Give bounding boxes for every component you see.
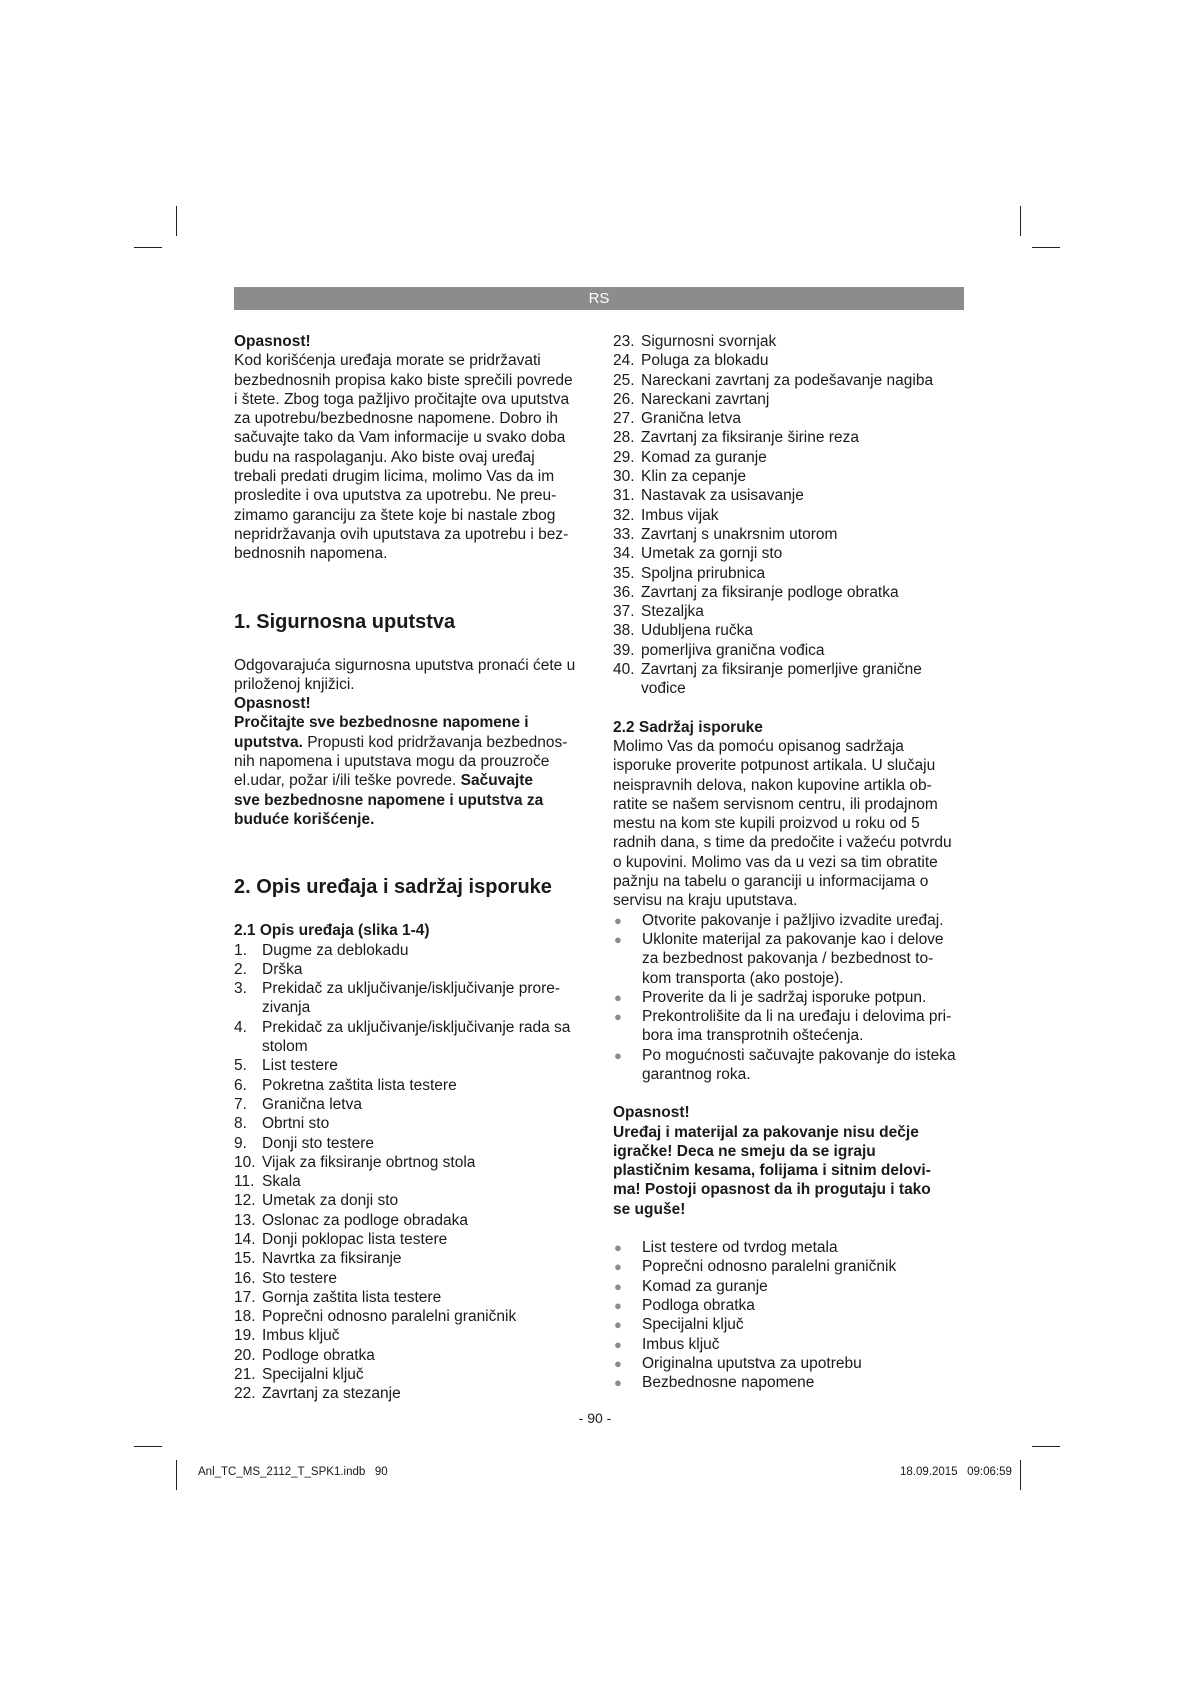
list-item: 10. Vijak za fiksiranje obrtnog stola — [234, 1153, 476, 1171]
warning-text — [613, 1123, 965, 1219]
list-item: ● Podloga obratka — [614, 1296, 755, 1314]
list-item: 35. Spoljna prirubnica — [613, 564, 766, 582]
text-span: el.udar, požar i/ili teške povrede. — [234, 772, 461, 790]
bullet-icon: ● — [614, 1009, 622, 1025]
crop-mark — [134, 1446, 162, 1447]
list-item: ● Prekontrolišite da li na uređaju i delovima pri- bora ima transprotnih oštećenja. — [614, 1008, 952, 1045]
list-item: 18. Poprečni odnosno paralelni graničnik — [234, 1308, 517, 1326]
list-item: 31. Nastavak za usisavanje — [613, 487, 804, 505]
bullet-icon: ● — [614, 989, 622, 1005]
language-header-bar — [234, 287, 964, 310]
list-item: 25. Nareckani zavrtanj za podešavanje nagiba — [613, 371, 934, 389]
bullet-icon: ● — [614, 1355, 622, 1371]
list-item: 24. Poluga za blokadu — [613, 352, 769, 370]
crop-mark — [176, 206, 177, 236]
list-item: 30. Klin za cepanje — [613, 468, 747, 486]
crop-mark — [176, 1460, 177, 1490]
bullet-icon: ● — [614, 1047, 622, 1063]
footer-filename: Anl_TC_MS_2112_T_SPK1.indb 90 — [198, 1466, 388, 1478]
text-line: bezbednosnih propisa kako biste sprečili povrede — [234, 371, 573, 389]
text-line: priloženoj knjižici. — [234, 675, 355, 693]
list-item: ● Po mogućnosti sačuvajte pakovanje do isteka garantnog roka. — [614, 1046, 956, 1083]
text-line: neispravnih delova, nakon kupovine artikla ob- — [613, 776, 932, 794]
text-span: Propusti kod pridržavanja bezbednos- — [302, 733, 568, 751]
page-number: - 90 - — [578, 1410, 612, 1426]
section-2-heading: 2. Opis uređaja i sadržaj isporuke — [234, 876, 552, 899]
list-item: 34. Umetak za gornji sto — [613, 545, 783, 563]
bullet-icon: ● — [614, 1240, 622, 1256]
list-item: ● Poprečni odnosno paralelni graničnik — [614, 1258, 897, 1276]
text-line: sve bezbednosne napomene i uputstva za — [234, 791, 544, 809]
language-code: RS — [588, 290, 610, 307]
footer-datetime: 18.09.2015 09:06:59 — [900, 1466, 1012, 1478]
text-line: trebali predati drugim licima, molimo Vas da im — [234, 468, 555, 486]
list-item: 36. Zavrtanj za fiksiranje podloge obratka — [613, 583, 899, 601]
parts-list — [234, 941, 590, 1404]
list-item: 40. Zavrtanj za fiksiranje pomerljive granične vođice — [613, 661, 922, 698]
delivery-text — [613, 737, 965, 911]
right-column — [613, 332, 965, 1392]
list-item: ● Specijalni ključ — [614, 1316, 744, 1334]
crop-mark — [1020, 1460, 1021, 1490]
list-item: ● Komad za guranje — [614, 1277, 768, 1295]
list-item: 21. Specijalni ključ — [234, 1366, 364, 1384]
section-1-heading: 1. Sigurnosna uputstva — [234, 610, 456, 633]
parts-list-continued — [613, 332, 965, 699]
text-line: Uređaj i materijal za pakovanje nisu dečje — [613, 1123, 919, 1141]
text-line: prosledite i ova uputstva za upotrebu. Ne preu- — [234, 487, 557, 505]
bullet-icon: ● — [614, 1278, 622, 1294]
text-bold: uputstva. — [234, 733, 303, 751]
text-line: o kupovini. Molimo vas da u vezi sa tim obratite — [613, 853, 938, 871]
list-item: 14. Donji poklopac lista testere — [234, 1230, 448, 1248]
list-item: 33. Zavrtanj s unakrsnim utorom — [613, 525, 838, 543]
text-line: Kod korišćenja uređaja morate se pridržavati — [234, 352, 541, 370]
text-line: Molimo Vas da pomoću opisanog sadržaja — [613, 737, 904, 755]
list-item: 9. Donji sto testere — [234, 1134, 374, 1152]
list-item: 15. Navrtka za fiksiranje — [234, 1250, 402, 1268]
list-item: 28. Zavrtanj za fiksiranje širine reza — [613, 429, 859, 447]
text-line: mestu na kom ste kupili proizvod u roku od 5 — [613, 815, 920, 833]
text-line: Pročitajte sve bezbednosne napomene i — [234, 714, 529, 732]
list-item: 19. Imbus ključ — [234, 1327, 340, 1345]
list-item: 23. Sigurnosni svornjak — [613, 333, 777, 350]
warning-title: Opasnost! — [234, 695, 311, 713]
list-item: 38. Udubljena ručka — [613, 622, 754, 640]
warning-title: Opasnost! — [234, 333, 311, 350]
list-item: 39. pomerljiva granična vođica — [613, 641, 825, 659]
list-item: ● Uklonite materijal za pakovanje kao i delove za bezbednost pakovanja / bezbednost to- kom transporta (ako postoje). — [614, 930, 944, 987]
text-line: bednosnih napomena. — [234, 545, 388, 563]
crop-mark — [1020, 206, 1021, 236]
crop-mark — [134, 247, 162, 248]
text-line: nih napomena i uputstava mogu da prouzroče — [234, 753, 550, 771]
left-column — [234, 332, 590, 1404]
list-item: 7. Granična letva — [234, 1095, 362, 1113]
delivery-contents-list — [613, 1238, 965, 1392]
bullet-icon: ● — [614, 1317, 622, 1333]
text-line: Odgovarajuća sigurnosna uputstva pronaći ćete u — [234, 656, 576, 674]
text-line: sačuvajte tako da Vam informacije u svako doba — [234, 429, 566, 447]
text-line: buduće korišćenje. — [234, 810, 375, 828]
text-line: i štete. Zbog toga pažljivo pročitajte ova uputstva — [234, 390, 570, 408]
text-line: pažnju na tabelu o garanciji u informacijama o — [613, 873, 929, 891]
bullet-icon: ● — [614, 912, 622, 928]
text-line: ma! Postoji opasnost da ih progutaju i tako — [613, 1181, 931, 1199]
list-item: ● Bezbednosne napomene — [614, 1374, 815, 1392]
list-item: 37. Stezaljka — [613, 603, 704, 621]
list-item: 29. Komad za guranje — [613, 448, 767, 466]
list-item: 27. Granična letva — [613, 410, 741, 428]
list-item: ● Originalna uputstva za upotrebu — [614, 1354, 862, 1372]
list-item: ● Proverite da li je sadržaj isporuke potpun. — [614, 988, 927, 1006]
text-line: isporuke proverite potpunost artikala. U slučaju — [613, 757, 936, 775]
section-2-1-heading: 2.1 Opis uređaja (slika 1-4) — [234, 922, 430, 940]
warning-title: Opasnost! — [613, 1104, 690, 1122]
list-item: 26. Nareckani zavrtanj — [613, 390, 770, 408]
text-line: radnih dana, s time da predočite i važeću potvrdu — [613, 834, 952, 852]
text-line: budu na raspolaganju. Ako biste ovaj uređaj — [234, 448, 535, 466]
list-item: 2. Drška — [234, 960, 303, 978]
list-item: 20. Podloge obratka — [234, 1346, 375, 1364]
list-item: 3. Prekidač za uključivanje/isključivanje prore- zivanja — [234, 980, 561, 1017]
bullet-icon: ● — [614, 1375, 622, 1391]
bullet-icon: ● — [614, 1297, 622, 1313]
bullet-icon: ● — [614, 931, 622, 947]
text-line: servisu na kraju uputstava. — [613, 892, 798, 910]
text-line: za upotrebu/bezbednosne napomene. Dobro ih — [234, 410, 559, 428]
text-line: ratite se našem servisnom centru, ili prodajnom — [613, 795, 938, 813]
text-line: plastičnim kesama, folijama i sitnim delovi- — [613, 1162, 931, 1180]
list-item: ● Imbus ključ — [614, 1335, 720, 1353]
warning-text — [234, 351, 590, 563]
list-item: 22. Zavrtanj za stezanje — [234, 1385, 401, 1403]
text-bold: Sačuvajte — [460, 772, 533, 790]
text-line: nepridržavanja ovih uputstava za upotrebu i bez- — [234, 525, 569, 543]
list-item: 5. List testere — [234, 1057, 338, 1075]
list-item: 4. Prekidač za uključivanje/isključivanje rada sa stolom — [234, 1018, 571, 1056]
text-line: igračke! Deca ne smeju da se igraju — [613, 1142, 876, 1160]
text-line: zimamo garanciju za štete koje bi nastale zbog — [234, 506, 556, 524]
list-item: 17. Gornja zaštita lista testere — [234, 1288, 442, 1306]
bullet-icon: ● — [614, 1259, 622, 1275]
list-item: 16. Sto testere — [234, 1269, 337, 1287]
crop-mark — [1032, 1446, 1060, 1447]
list-item: 13. Oslonac za podloge obradaka — [234, 1211, 468, 1229]
bullet-icon: ● — [614, 1336, 622, 1352]
list-item: 32. Imbus vijak — [613, 506, 719, 524]
section-2-2-heading: 2.2 Sadržaj isporuke — [613, 718, 763, 736]
crop-mark — [1032, 247, 1060, 248]
text-line: se uguše! — [613, 1200, 686, 1218]
list-item: 11. Skala — [234, 1173, 301, 1191]
list-item: 12. Umetak za donji sto — [234, 1192, 399, 1210]
section-1-text — [234, 656, 590, 830]
list-item: ● Otvorite pakovanje i pažljivo izvadite uređaj. — [614, 911, 944, 929]
list-item: 6. Pokretna zaštita lista testere — [234, 1076, 457, 1094]
list-item: 1. Dugme za deblokadu — [234, 941, 409, 959]
list-item: 8. Obrtni sto — [234, 1115, 330, 1133]
instructions-list — [613, 911, 965, 1085]
list-item: ● List testere od tvrdog metala — [614, 1239, 838, 1257]
